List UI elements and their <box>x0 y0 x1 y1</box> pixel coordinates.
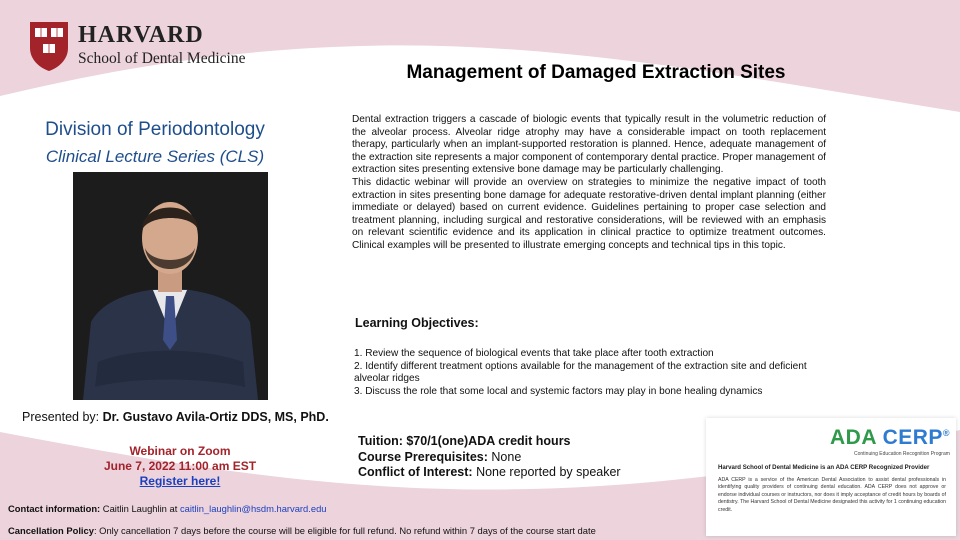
presenter-photo <box>73 172 268 400</box>
learning-objectives-list <box>354 348 814 398</box>
registered-mark: ® <box>942 428 951 438</box>
cerp-logo-text: CERP <box>882 426 943 449</box>
description-paragraph-1: Dental extraction triggers a cascade of biologic events that typically result in the volumetric reduction of the alveolar process. Alveolar ridge atrophy may have a considerable impact on tooth replacement therapy, particularly when an implant-supported restoration is planned. Hence, adequate management of the extraction site represents a major component of contemporary dental practice. Proper management of extraction sites presenting extensive bone damage may be particularly challenging. <box>352 114 826 176</box>
description-paragraph-2: This didactic webinar will provide an overview on strategies to minimize the negative impact of tooth extraction in sites presenting bone damage for adequate restorative-driven dental implant planning (either immediate or delayed) based on current evidence. Guidelines pertaining to proper case selection and treatment planning, including surgical and restorative considerations, will be reviewed with an emphasis on relevant scientific evidence and its application in clinical practice to optimize treatment outcomes. Clinical examples will be presented to illustrate emerging concepts and technical tips in this topic. <box>352 176 826 251</box>
presenter-label: Presented by: <box>22 410 103 424</box>
presenter-portrait-image <box>73 172 268 400</box>
objective-item: 3. Discuss the role that some local and systemic factors may play in bone healing dynamics <box>354 385 763 397</box>
course-description <box>352 114 826 253</box>
objective-item: 2. Identify different treatment options available for the management of the extraction site and deficient alveolar ridges <box>354 360 807 385</box>
webinar-platform: Webinar on Zoom <box>129 444 231 458</box>
ada-cerp-headline: Harvard School of Dental Medicine is an ADA CERP Recognized Provider <box>718 464 930 471</box>
learning-objectives-title: Learning Objectives: <box>355 316 479 330</box>
ada-logo-text: ADA <box>830 426 877 449</box>
contact-name: Caitlin Laughlin at <box>100 503 180 514</box>
presenter-name: Dr. Gustavo Avila-Ortiz DDS, MS, PhD. <box>102 410 329 424</box>
register-link[interactable]: Register here! <box>139 474 221 488</box>
objective-item: 1. Review the sequence of biological events that take place after tooth extraction <box>354 348 714 359</box>
cancellation-policy <box>8 525 596 536</box>
ada-cerp-box <box>706 418 956 536</box>
page-title: Management of Damaged Extraction Sites <box>406 62 786 83</box>
ada-cerp-tagline: Continuing Education Recognition Program <box>854 451 950 457</box>
lecture-series-subtitle: Clinical Lecture Series (CLS) <box>45 147 265 166</box>
course-details <box>358 434 621 481</box>
logo-harvard-text: HARVARD <box>78 22 204 48</box>
webinar-info <box>60 444 300 489</box>
contact-email-link[interactable]: caitlin_laughlin@hsdm.harvard.edu <box>179 503 327 514</box>
prerequisites-value: None <box>491 449 522 464</box>
ada-cerp-logo <box>830 426 950 450</box>
conflict-value: None reported by speaker <box>476 465 621 479</box>
division-title: Division of Periodontology <box>45 119 265 140</box>
cancellation-text: : Only cancellation 7 days before the course will be eligible for full refund. No refund within 7 days of the course start date <box>93 525 596 536</box>
cancellation-label: Cancellation Policy <box>8 525 94 536</box>
prerequisites-label: Course Prerequisites: <box>358 449 492 464</box>
harvard-shield-icon <box>28 20 70 72</box>
contact-label: Contact information: <box>8 503 101 514</box>
ada-cerp-body: ADA CERP is a service of the American Dental Association to assist dental professionals in identifying quality providers of continuing dental education. ADA CERP does not approve or endorse individual courses or instructors, nor does it imply acceptance of credit hours by boards of dentistry. The Harvard School of Dental Medicine designated this activity for 1 continuing education credit. <box>718 477 946 513</box>
presenter-line <box>22 410 352 424</box>
logo-school-text: School of Dental Medicine <box>78 50 246 67</box>
harvard-logo <box>28 20 328 80</box>
conflict-label: Conflict of Interest: <box>358 465 477 479</box>
tuition-text: Tuition: $70/1(one)ADA credit hours <box>358 434 571 448</box>
webinar-datetime: June 7, 2022 11:00 am EST <box>103 459 257 473</box>
contact-information <box>8 503 327 514</box>
